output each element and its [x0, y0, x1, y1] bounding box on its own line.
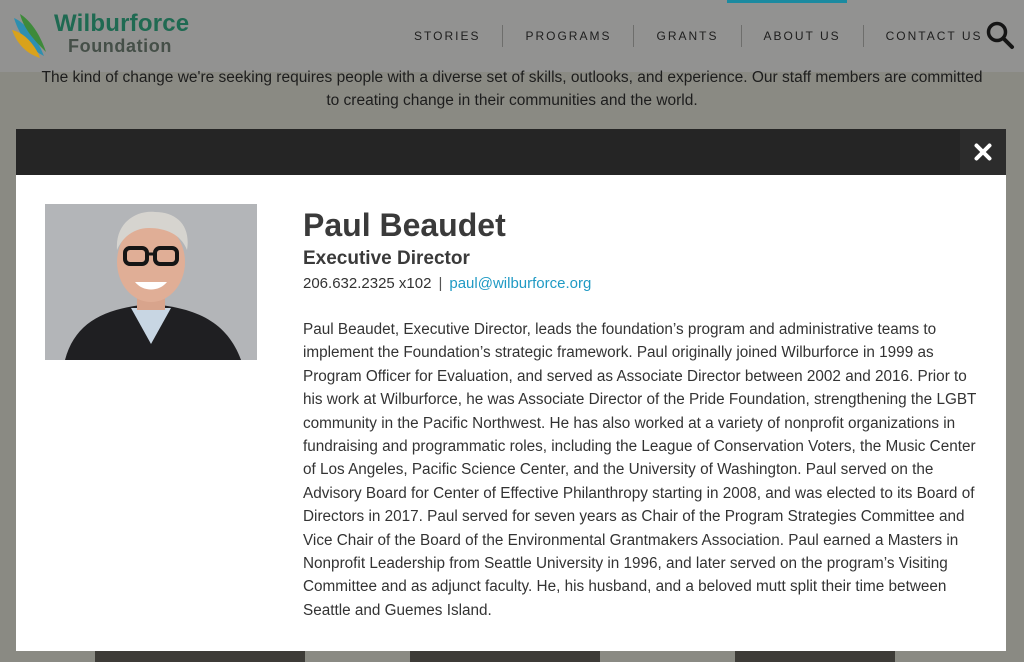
nav-item-contact-us[interactable]: CONTACT US: [885, 29, 983, 43]
modal-header-bar: [16, 129, 1006, 175]
staff-contact-line: [303, 275, 591, 292]
staff-phone: 206.632.2325 x102: [303, 275, 432, 292]
staff-name: Paul Beaudet: [303, 207, 506, 243]
nav-item-stories[interactable]: STORIES: [414, 29, 481, 43]
nav-item-grants[interactable]: GRANTS: [656, 29, 719, 43]
staff-thumbnail[interactable]: [95, 651, 305, 662]
site-header: [0, 0, 1024, 72]
staff-email-link[interactable]: paul@wilburforce.org: [449, 275, 592, 292]
staff-thumbnail[interactable]: [410, 651, 600, 662]
main-nav: [392, 0, 1005, 72]
staff-photo: [45, 204, 257, 360]
staff-thumbnail[interactable]: [735, 651, 895, 662]
staff-job-title: Executive Director: [303, 248, 470, 269]
wilburforce-logo[interactable]: [10, 10, 190, 62]
search-icon[interactable]: [985, 20, 1015, 50]
portrait-image: [45, 204, 257, 360]
modal-close-button[interactable]: [960, 129, 1006, 175]
nav-item-about-us[interactable]: ABOUT US: [763, 29, 841, 43]
staff-intro-text: The kind of change we're seeking requires people with a diverse set of skills, outlooks, and experience. Our staff members are committed to creating change in their communities and the world.: [41, 69, 983, 109]
leaf-logo-icon: [10, 12, 50, 60]
logo-wordmark-line1: Wilburforce: [54, 10, 190, 37]
logo-wordmark-line2: Foundation: [68, 36, 172, 56]
contact-separator: |: [438, 275, 443, 292]
staff-bio: Paul Beaudet, Executive Director, leads the foundation’s program and administrative teams to implement the Foundation’s strategic framework. Paul originally joined Wilburforce in 1999 as Program Officer for Evaluation, and served as Associate Director between 2002 and 2016. Prior to his work at Wilburforce, he was Associate Director of the Pride Foundation, strengthening the LGBT community in the Pacific Northwest. He has also worked at a variety of nonprofit organizations in fundraising and programmatic roles, including the League of Conservation Voters, the Music Center of Los Angeles, Pacific Science Center, and the University of Washington. Paul served on the Advisory Board for Center of Effective Philanthropy starting in 2008, and was elected to its Board of Directors in 2017. Paul served for seven years as Chair of the Program Strategies Committee and Vice Chair of the Board of the Environmental Grantmakers Association. Paul earned a Masters in Nonprofit Leadership from Seattle University in 1996, and later served on the program’s Visiting Committee and as adjunct faculty. He, his husband, and a beloved mutt split their time between Seattle and Guemes Island.: [303, 321, 977, 619]
nav-item-programs[interactable]: PROGRAMS: [525, 29, 612, 43]
close-icon: [974, 143, 992, 161]
